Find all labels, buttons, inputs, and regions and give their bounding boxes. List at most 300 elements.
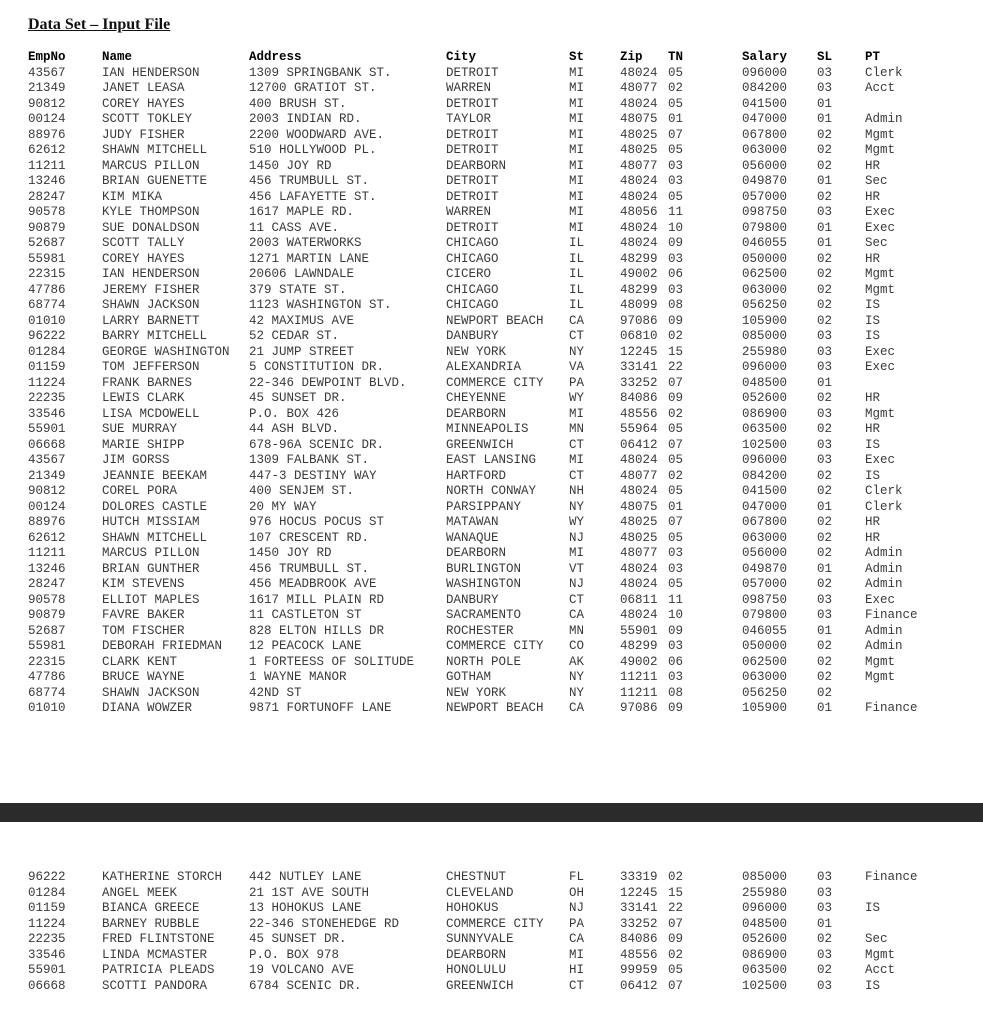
cell-address: 1309 SPRINGBANK ST. (249, 65, 392, 80)
cell-empno: 01159 (28, 901, 66, 915)
cell-name: TOM JEFFERSON (102, 360, 200, 374)
cell-address: 11 CASS AVE. (249, 220, 340, 235)
cell-tn: 07 (668, 978, 684, 993)
cell-tn: 07 (668, 375, 684, 390)
cell-sl: 03 (817, 406, 833, 421)
cell-salary: 041500 (742, 484, 788, 498)
cell-address: 976 HOCUS POCUS ST (249, 515, 385, 529)
cell-city: SUNNYVALE (446, 932, 514, 946)
cell-name: SHAWN JACKSON (102, 685, 200, 700)
cell-empno: 88976 (28, 515, 66, 529)
cell-name: JEREMY FISHER (102, 282, 200, 297)
cell-empno: 06668 (28, 978, 66, 993)
cell-city: MINNEAPOLIS (446, 422, 529, 436)
cell-address: P.O. BOX 978 (249, 947, 340, 962)
cell-zip: 48556 (620, 947, 658, 962)
cell-empno: 96222 (28, 329, 66, 343)
cell-tn: 02 (668, 468, 684, 483)
cell-address: 400 BRUSH ST. (249, 96, 347, 111)
cell-salary: 047000 (742, 499, 788, 514)
cell-zip: 33141 (620, 901, 658, 915)
cell-empno: 22315 (28, 267, 66, 281)
cell-tn: 07 (668, 127, 684, 142)
cell-name: COREL PORA (102, 484, 178, 498)
cell-sl: 03 (817, 329, 833, 343)
cell-address: 45 SUNSET DR. (249, 932, 347, 946)
cell-pt: Exec (865, 220, 896, 235)
cell-pt: Admin (865, 112, 903, 126)
cell-empno: 55981 (28, 251, 66, 266)
cell-salary: 062500 (742, 654, 788, 669)
cell-salary: 057000 (742, 189, 788, 204)
cell-empno: 22235 (28, 391, 66, 405)
cell-empno: 13246 (28, 174, 66, 188)
cell-state: CT (569, 437, 585, 452)
cell-pt: HR (865, 251, 881, 266)
cell-city: DETROIT (446, 127, 499, 142)
cell-salary: 063500 (742, 963, 788, 977)
cell-name: IAN HENDERSON (102, 267, 200, 281)
cell-salary: 255980 (742, 885, 788, 900)
cell-address: 678-96A SCENIC DR. (249, 437, 385, 452)
cell-state: MI (569, 112, 585, 126)
cell-city: COMMERCE CITY (446, 639, 544, 653)
cell-city: GREENWICH (446, 978, 514, 993)
cell-state: MI (569, 406, 585, 421)
cell-pt: HR (865, 515, 881, 529)
cell-tn: 05 (668, 189, 684, 204)
cell-address: 1617 MAPLE RD. (249, 205, 355, 219)
cell-name: LINDA MCMASTER (102, 947, 208, 962)
cell-address: 42ND ST (249, 685, 302, 700)
cell-sl: 02 (817, 158, 833, 173)
cell-pt: Mgmt (865, 127, 896, 142)
cell-zip: 33141 (620, 360, 658, 374)
cell-zip: 48024 (620, 220, 658, 235)
cell-address: 5 CONSTITUTION DR. (249, 360, 385, 374)
cell-tn: 08 (668, 298, 684, 312)
cell-address: 456 TRUMBULL ST. (249, 561, 370, 576)
cell-city: PARSIPPANY (446, 499, 522, 514)
cell-zip: 48556 (620, 406, 658, 421)
cell-pt: Admin (865, 577, 903, 591)
cell-address: 22-346 STONEHEDGE RD (249, 916, 400, 931)
cell-salary: 048500 (742, 916, 788, 931)
cell-empno: 01159 (28, 360, 66, 374)
header-salary: Salary (742, 50, 788, 64)
cell-tn: 01 (668, 499, 684, 514)
cell-salary: 052600 (742, 932, 788, 946)
cell-address: 42 MAXIMUS AVE (249, 313, 355, 328)
cell-pt: Sec (865, 932, 888, 946)
cell-name: SUE MURRAY (102, 422, 178, 436)
cell-empno: 21349 (28, 81, 66, 95)
cell-empno: 11224 (28, 916, 66, 931)
cell-name: BARRY MITCHELL (102, 329, 208, 343)
cell-pt: Exec (865, 205, 896, 219)
cell-sl: 02 (817, 685, 833, 700)
cell-city: HONOLULU (446, 963, 507, 977)
cell-address: 45 SUNSET DR. (249, 391, 347, 405)
cell-salary: 084200 (742, 81, 788, 95)
cell-city: CHICAGO (446, 251, 499, 266)
cell-state: IL (569, 282, 585, 297)
cell-state: IL (569, 251, 585, 266)
cell-pt: Mgmt (865, 947, 896, 962)
cell-address: 21 1ST AVE SOUTH (249, 885, 370, 900)
cell-salary: 041500 (742, 96, 788, 111)
cell-state: CT (569, 329, 585, 343)
cell-city: GREENWICH (446, 437, 514, 452)
cell-zip: 48077 (620, 158, 658, 173)
cell-name: KIM MIKA (102, 189, 163, 204)
cell-salary: 086900 (742, 947, 788, 962)
cell-tn: 02 (668, 406, 684, 421)
cell-name: DIANA WOWZER (102, 701, 193, 715)
cell-tn: 05 (668, 453, 684, 467)
cell-empno: 90578 (28, 205, 66, 219)
cell-tn: 03 (668, 546, 684, 560)
cell-pt: IS (865, 329, 881, 343)
header-name: Name (102, 50, 133, 64)
cell-address: 12700 GRATIOT ST. (249, 81, 377, 95)
cell-salary: 056250 (742, 298, 788, 312)
cell-state: MI (569, 143, 585, 157)
cell-address: 13 HOHOKUS LANE (249, 901, 362, 915)
cell-zip: 48025 (620, 530, 658, 545)
cell-name: ANGEL MEEK (102, 885, 178, 900)
cell-name: HUTCH MISSIAM (102, 515, 200, 529)
cell-salary: 102500 (742, 978, 788, 993)
cell-pt: Mgmt (865, 267, 896, 281)
cell-state: MI (569, 189, 585, 204)
cell-sl: 01 (817, 174, 833, 188)
cell-salary: 050000 (742, 639, 788, 653)
cell-zip: 55964 (620, 422, 658, 436)
cell-city: COMMERCE CITY (446, 375, 544, 390)
cell-tn: 05 (668, 96, 684, 111)
cell-salary: 067800 (742, 127, 788, 142)
cell-state: CO (569, 639, 585, 653)
cell-pt: Acct (865, 81, 896, 95)
cell-tn: 05 (668, 65, 684, 80)
cell-address: 21 JUMP STREET (249, 344, 355, 359)
cell-salary: 046055 (742, 236, 788, 250)
cell-tn: 09 (668, 623, 684, 638)
cell-pt: IS (865, 978, 881, 993)
cell-zip: 48024 (620, 236, 658, 250)
cell-state: NH (569, 484, 585, 498)
cell-name: SHAWN JACKSON (102, 298, 200, 312)
cell-name: JEANNIE BEEKAM (102, 468, 208, 483)
cell-empno: 90812 (28, 96, 66, 111)
cell-address: 400 SENJEM ST. (249, 484, 355, 498)
cell-empno: 96222 (28, 870, 66, 884)
cell-name: GEORGE WASHINGTON (102, 344, 230, 359)
cell-sl: 02 (817, 422, 833, 436)
cell-salary: 056000 (742, 158, 788, 173)
cell-city: HARTFORD (446, 468, 507, 483)
cell-city: DETROIT (446, 65, 499, 80)
cell-empno: 90812 (28, 484, 66, 498)
cell-pt: Exec (865, 592, 896, 607)
cell-name: BIANCA GREECE (102, 901, 200, 915)
cell-sl: 03 (817, 608, 833, 622)
cell-salary: 050000 (742, 251, 788, 266)
cell-salary: 084200 (742, 468, 788, 483)
cell-tn: 03 (668, 158, 684, 173)
cell-zip: 33252 (620, 375, 658, 390)
header-empno: EmpNo (28, 50, 66, 64)
cell-empno: 11224 (28, 375, 66, 390)
cell-state: MN (569, 623, 585, 638)
cell-tn: 22 (668, 360, 684, 374)
cell-address: 9871 FORTUNOFF LANE (249, 701, 392, 715)
cell-empno: 22315 (28, 654, 66, 669)
cell-tn: 11 (668, 205, 684, 219)
cell-sl: 02 (817, 468, 833, 483)
cell-state: NY (569, 499, 585, 514)
cell-empno: 28247 (28, 189, 66, 204)
cell-sl: 02 (817, 654, 833, 669)
cell-zip: 11211 (620, 685, 658, 700)
cell-name: KATHERINE STORCH (102, 870, 223, 884)
cell-empno: 22235 (28, 932, 66, 946)
cell-empno: 43567 (28, 453, 66, 467)
cell-sl: 03 (817, 901, 833, 915)
cell-name: ELLIOT MAPLES (102, 592, 200, 607)
cell-tn: 06 (668, 267, 684, 281)
cell-address: 2003 WATERWORKS (249, 236, 362, 250)
cell-salary: 063000 (742, 670, 788, 684)
cell-address: 510 HOLLYWOOD PL. (249, 143, 377, 157)
cell-name: PATRICIA PLEADS (102, 963, 215, 977)
cell-zip: 48024 (620, 608, 658, 622)
cell-tn: 09 (668, 236, 684, 250)
cell-name: SHAWN MITCHELL (102, 143, 208, 157)
header-tn: TN (668, 50, 684, 64)
cell-tn: 15 (668, 344, 684, 359)
cell-salary: 085000 (742, 870, 788, 884)
cell-empno: 55901 (28, 422, 66, 436)
cell-empno: 90578 (28, 592, 66, 607)
cell-pt: Clerk (865, 499, 903, 514)
cell-salary: 063500 (742, 422, 788, 436)
cell-tn: 05 (668, 143, 684, 157)
cell-pt: Finance (865, 870, 918, 884)
cell-salary: 096000 (742, 65, 788, 80)
cell-salary: 096000 (742, 901, 788, 915)
cell-sl: 02 (817, 267, 833, 281)
cell-sl: 02 (817, 391, 833, 405)
cell-state: CA (569, 313, 585, 328)
cell-empno: 88976 (28, 127, 66, 142)
cell-zip: 48025 (620, 143, 658, 157)
cell-zip: 12245 (620, 885, 658, 900)
cell-zip: 48077 (620, 546, 658, 560)
cell-city: CHICAGO (446, 282, 499, 297)
cell-empno: 68774 (28, 685, 66, 700)
cell-city: NEW YORK (446, 344, 507, 359)
cell-zip: 48299 (620, 251, 658, 266)
cell-name: BRUCE WAYNE (102, 670, 185, 684)
cell-pt: Exec (865, 360, 896, 374)
cell-name: LARRY BARNETT (102, 313, 200, 328)
cell-sl: 02 (817, 282, 833, 297)
cell-pt: Sec (865, 174, 888, 188)
cell-city: COMMERCE CITY (446, 916, 544, 931)
cell-name: JANET LEASA (102, 81, 185, 95)
cell-pt: Mgmt (865, 282, 896, 297)
cell-tn: 09 (668, 701, 684, 715)
cell-state: FL (569, 870, 585, 884)
cell-name: CLARK KENT (102, 654, 178, 669)
cell-state: NJ (569, 530, 585, 545)
cell-city: WARREN (446, 205, 492, 219)
cell-salary: 086900 (742, 406, 788, 421)
cell-zip: 48025 (620, 127, 658, 142)
cell-state: NJ (569, 577, 585, 591)
cell-empno: 55981 (28, 639, 66, 653)
cell-name: DOLORES CASTLE (102, 499, 208, 514)
cell-sl: 02 (817, 963, 833, 977)
cell-state: MI (569, 174, 585, 188)
cell-state: MN (569, 422, 585, 436)
cell-zip: 11211 (620, 670, 658, 684)
cell-city: DEARBORN (446, 947, 507, 962)
cell-empno: 47786 (28, 670, 66, 684)
cell-zip: 55901 (620, 623, 658, 638)
cell-address: 52 CEDAR ST. (249, 329, 340, 343)
cell-city: NEWPORT BEACH (446, 313, 544, 328)
cell-name: SCOTT TALLY (102, 236, 185, 250)
cell-salary: 079800 (742, 608, 788, 622)
cell-sl: 02 (817, 639, 833, 653)
header-pt: PT (865, 50, 881, 64)
cell-zip: 48024 (620, 484, 658, 498)
cell-sl: 01 (817, 701, 833, 715)
cell-salary: 063000 (742, 282, 788, 297)
cell-address: 11 CASTLETON ST (249, 608, 362, 622)
cell-city: CHICAGO (446, 298, 499, 312)
cell-sl: 02 (817, 298, 833, 312)
cell-empno: 28247 (28, 577, 66, 591)
cell-name: LEWIS CLARK (102, 391, 185, 405)
cell-zip: 97086 (620, 701, 658, 715)
cell-address: 107 CRESCENT RD. (249, 530, 370, 545)
cell-empno: 55901 (28, 963, 66, 977)
cell-sl: 03 (817, 592, 833, 607)
cell-zip: 84086 (620, 932, 658, 946)
cell-name: KYLE THOMPSON (102, 205, 200, 219)
cell-salary: 096000 (742, 360, 788, 374)
cell-tn: 02 (668, 329, 684, 343)
cell-state: MI (569, 205, 585, 219)
cell-name: JUDY FISHER (102, 127, 185, 142)
cell-address: 44 ASH BLVD. (249, 422, 340, 436)
cell-empno: 43567 (28, 65, 66, 80)
cell-zip: 48099 (620, 298, 658, 312)
cell-state: MI (569, 81, 585, 95)
cell-tn: 05 (668, 422, 684, 436)
cell-tn: 06 (668, 654, 684, 669)
cell-empno: 52687 (28, 236, 66, 250)
cell-state: AK (569, 654, 585, 669)
cell-pt: HR (865, 391, 881, 405)
cell-tn: 01 (668, 112, 684, 126)
cell-zip: 48025 (620, 515, 658, 529)
cell-name: MARIE SHIPP (102, 437, 185, 452)
cell-address: 20606 LAWNDALE (249, 267, 355, 281)
cell-sl: 03 (817, 344, 833, 359)
cell-city: SACRAMENTO (446, 608, 522, 622)
cell-empno: 21349 (28, 468, 66, 483)
cell-address: 1123 WASHINGTON ST. (249, 298, 392, 312)
cell-name: SCOTTI PANDORA (102, 978, 208, 993)
cell-sl: 03 (817, 947, 833, 962)
cell-state: NJ (569, 901, 585, 915)
cell-tn: 03 (668, 561, 684, 576)
cell-zip: 48024 (620, 453, 658, 467)
cell-city: NEWPORT BEACH (446, 701, 544, 715)
cell-name: JIM GORSS (102, 453, 170, 467)
cell-state: MI (569, 947, 585, 962)
cell-address: 1 FORTEESS OF SOLITUDE (249, 654, 415, 669)
cell-city: DEARBORN (446, 546, 507, 560)
cell-city: DANBURY (446, 592, 499, 607)
header-address: Address (249, 50, 302, 64)
cell-salary: 056250 (742, 685, 788, 700)
cell-address: 456 TRUMBULL ST. (249, 174, 370, 188)
cell-zip: 33252 (620, 916, 658, 931)
cell-pt: Admin (865, 546, 903, 560)
cell-city: DETROIT (446, 174, 499, 188)
cell-city: MATAWAN (446, 515, 499, 529)
cell-state: VT (569, 561, 585, 576)
cell-address: 456 MEADBROOK AVE (249, 577, 377, 591)
cell-sl: 03 (817, 870, 833, 884)
cell-city: WANAQUE (446, 530, 499, 545)
cell-tn: 03 (668, 174, 684, 188)
cell-state: CT (569, 592, 585, 607)
cell-sl: 01 (817, 96, 833, 111)
cell-zip: 12245 (620, 344, 658, 359)
cell-zip: 48077 (620, 81, 658, 95)
cell-name: LISA MCDOWELL (102, 406, 200, 421)
cell-sl: 03 (817, 65, 833, 80)
cell-tn: 11 (668, 592, 684, 607)
cell-empno: 33546 (28, 947, 66, 962)
cell-city: CHEYENNE (446, 391, 507, 405)
cell-address: 442 NUTLEY LANE (249, 870, 362, 884)
cell-sl: 03 (817, 885, 833, 900)
cell-pt: Clerk (865, 484, 903, 498)
cell-salary: 102500 (742, 437, 788, 452)
cell-address: 12 PEACOCK LANE (249, 639, 362, 653)
cell-salary: 105900 (742, 313, 788, 328)
cell-pt: Mgmt (865, 406, 896, 421)
cell-name: BARNEY RUBBLE (102, 916, 200, 931)
cell-zip: 48024 (620, 561, 658, 576)
cell-address: 20 MY WAY (249, 499, 317, 514)
cell-zip: 97086 (620, 313, 658, 328)
cell-sl: 02 (817, 515, 833, 529)
cell-sl: 02 (817, 546, 833, 560)
cell-state: WY (569, 391, 585, 405)
cell-empno: 00124 (28, 499, 66, 514)
cell-empno: 01010 (28, 701, 66, 715)
cell-empno: 01284 (28, 885, 66, 900)
